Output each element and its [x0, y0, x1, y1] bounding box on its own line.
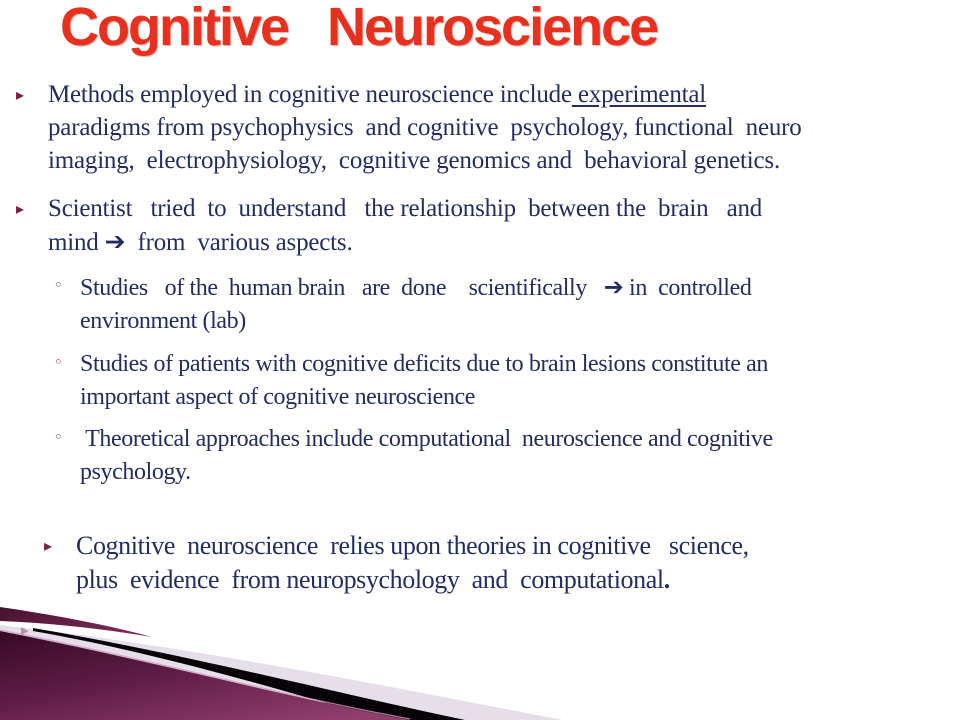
text-line: psychology. — [80, 459, 191, 485]
footer-swoosh-decoration — [0, 595, 960, 720]
circle-bullet-icon: ◦ — [54, 428, 63, 446]
bullet-text — [76, 529, 960, 597]
text-line: Theoretical approaches include computational neuroscience and cognitive — [80, 426, 773, 452]
text-line — [48, 225, 960, 259]
text-line — [48, 78, 960, 111]
circle-bullet-icon: ◦ — [54, 276, 63, 294]
sub-bullet-item-patients — [0, 348, 960, 414]
bullet-text — [48, 192, 960, 259]
text-segment: in controlled — [623, 275, 752, 301]
text-line: imaging, electrophysiology, cognitive genomics and behavioral genetics. — [48, 147, 780, 174]
arrow-right-icon: ➔ — [104, 227, 126, 256]
bullet-text — [80, 348, 960, 414]
sub-bullet-item-theoretical — [0, 423, 960, 489]
text-segment: mind — [48, 229, 105, 256]
slide-title: Cognitive Neuroscience — [60, 0, 658, 57]
bullet-item-methods — [0, 78, 960, 177]
text-line — [76, 563, 960, 597]
bullet-text — [80, 271, 960, 338]
text-line: environment (lab) — [80, 308, 246, 334]
arrow-right-icon: ➔ — [603, 273, 624, 301]
triangle-bullet-icon: ▸ — [16, 199, 25, 218]
slide-body — [0, 74, 960, 597]
text-line: Studies of patients with cognitive deficits due to brain lesions constitute an — [80, 351, 769, 377]
underlined-text: experimental — [571, 81, 707, 108]
circle-bullet-icon: ◦ — [54, 353, 63, 371]
bold-period: . — [663, 565, 670, 594]
bullet-text — [80, 423, 960, 489]
text-segment: Methods employed in cognitive neuroscience include — [48, 81, 572, 108]
bullet-item-conclusion — [0, 529, 960, 597]
triangle-bullet-icon: ▸ — [44, 536, 53, 555]
triangle-bullet-icon: ▸ — [16, 85, 25, 104]
decoration-bullet-arrow-icon: ▸ — [21, 621, 29, 639]
text-line: Scientist tried to understand the relationship between the brain and — [48, 195, 763, 222]
text-line: important aspect of cognitive neuroscience — [80, 384, 476, 410]
text-segment: Studies of the human brain are done scientifically — [80, 275, 604, 301]
text-line: Cognitive neuroscience relies upon theories in cognitive science, — [76, 531, 749, 560]
bullet-text — [48, 78, 960, 177]
text-line — [80, 271, 960, 305]
sub-bullet-item-studies-lab — [0, 271, 960, 338]
text-segment: plus evidence from neuropsychology and computational — [76, 565, 664, 594]
text-segment: from various aspects. — [125, 229, 353, 256]
bullet-item-scientist — [0, 192, 960, 259]
text-line: paradigms from psychophysics and cognitive psychology, functional neuro — [48, 114, 802, 141]
